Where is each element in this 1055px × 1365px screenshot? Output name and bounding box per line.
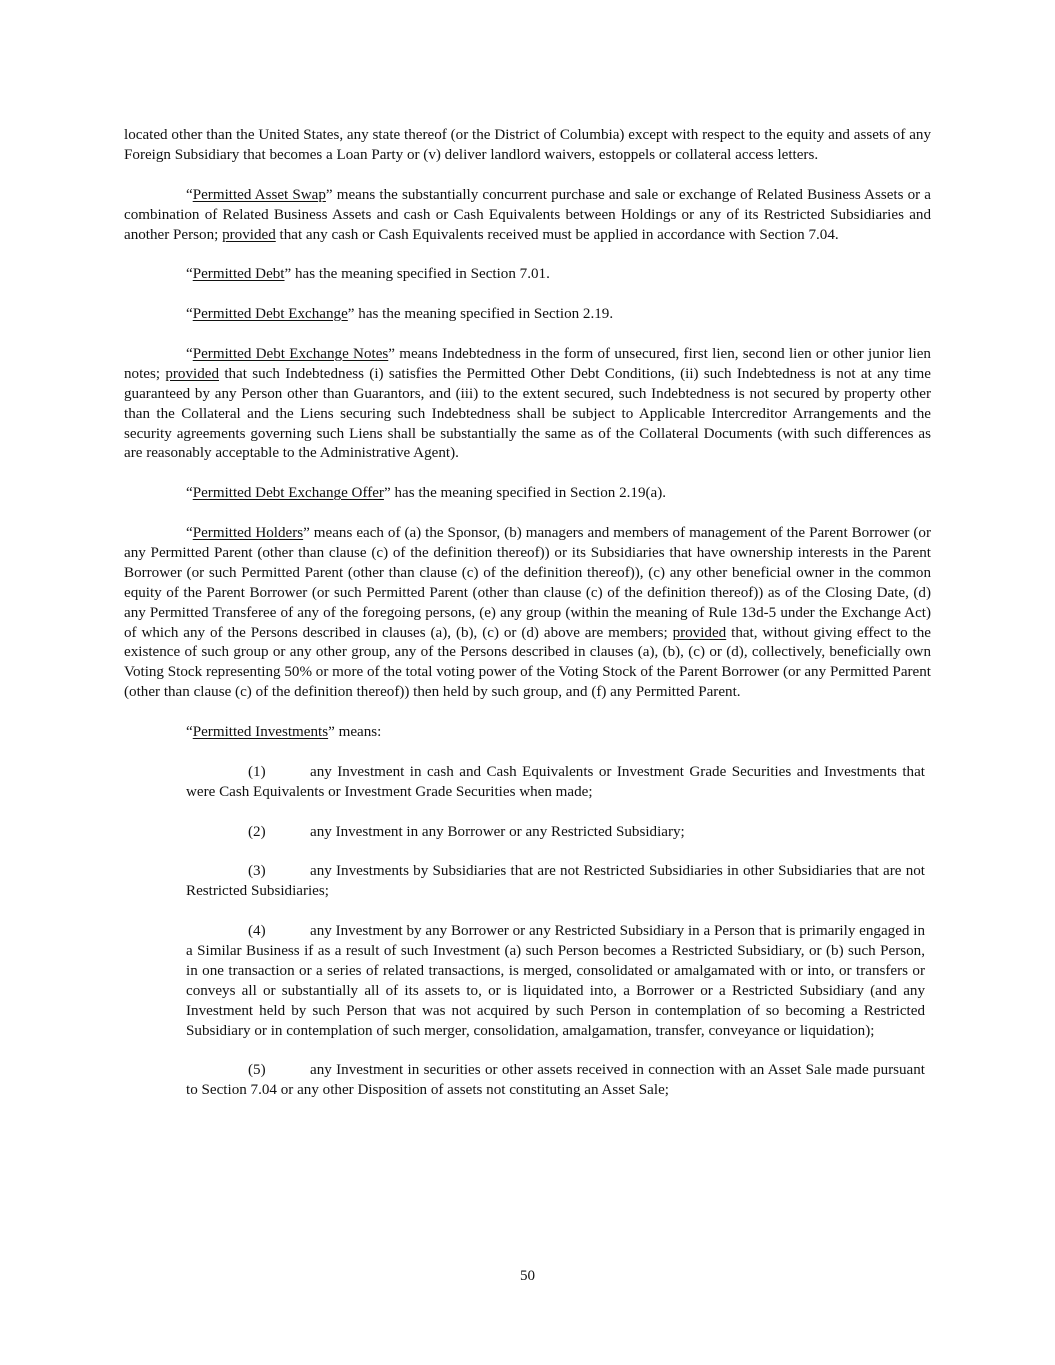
defined-term: Permitted Debt Exchange Notes — [192, 345, 389, 362]
open-quote: “ — [186, 485, 193, 502]
defined-term: Permitted Investments — [192, 724, 329, 741]
continuation-paragraph: located other than the United States, any state thereof (or the District of Columbia) except with respect to the equity and assets of any Foreign Subsidiary that becomes a Loan Party or (v) deliver landlord waivers, estoppels or collateral access letters. — [124, 127, 931, 163]
provided-term: provided — [165, 365, 220, 382]
definition-permitted-debt-exchange — [124, 305, 931, 325]
open-quote: “ — [186, 266, 193, 283]
provided-term: provided — [672, 624, 727, 641]
list-item — [186, 823, 925, 843]
list-item — [186, 1061, 925, 1101]
definition-permitted-debt-exchange-notes — [124, 345, 931, 464]
open-quote: “ — [186, 186, 193, 203]
definition-text: that, without giving effect to the existence of such group or any other group, any of the Persons described in clauses (a), (b), (c) or (d), collectively, beneficially own Voting Stock representing 50% or more of the total voting power of the Voting Stock of the Parent Borrower (or any Permitted Parent (other than clause (c) of the definition thereof)) then held by such group, and (f) any Permitted Parent. — [124, 624, 931, 701]
item-text: any Investments by Subsidiaries that are not Restricted Subsidiaries in other Subsidiaries that are not Restricted Subsidiaries; — [186, 863, 925, 900]
document-page — [124, 126, 931, 1121]
definition-text: ” has the meaning specified in Section 2.19(a). — [383, 485, 667, 502]
open-quote: “ — [186, 525, 193, 542]
list-item — [186, 922, 925, 1041]
defined-term: Permitted Holders — [192, 525, 304, 542]
list-item — [186, 862, 925, 902]
item-text: any Investment in securities or other assets received in connection with an Asset Sale made pursuant to Section 7.04 or any other Disposition of assets not constituting an Asset Sale; — [186, 1062, 925, 1099]
definition-text: ” means each of (a) the Sponsor, (b) managers and members of management of the Parent Borrower (or any Permitted Parent (other than clause (c) of the definition thereof)) or its Subsidiaries that have ownership interests in the Parent Borrower (or such Permitted Parent (other than clause (c) of the definition thereof)), (c) any other beneficial owner in the common equity of the Parent Borrower (or such Permitted Parent (other than clause (c) of the definition thereof)) as of the Closing Date, (d) any Permitted Transferee of any of the foregoing persons, (e) any group (within the meaning of Rule 13d-5 under the Exchange Act) of which any of the Persons described in clauses (a), (b), (c) or (d) above are members; — [124, 525, 932, 641]
definition-text: ” means the substantially concurrent purchase and sale or exchange of Related Business Assets or a combination of Related Business Assets and cash or Cash Equivalents between Holdings or any of its Restricted Subsidiaries and another Person; — [124, 186, 932, 243]
definition-text: ” means: — [328, 724, 382, 741]
item-number: (5) — [248, 1062, 266, 1079]
definition-permitted-debt-exchange-offer — [124, 484, 931, 504]
definition-permitted-debt — [124, 265, 931, 285]
defined-term: Permitted Debt Exchange Offer — [192, 485, 384, 502]
item-number: (1) — [248, 763, 266, 780]
item-number: (4) — [248, 923, 266, 940]
definition-permitted-holders — [124, 524, 931, 703]
definition-text: that any cash or Cash Equivalents received must be applied in accordance with Section 7.04. — [275, 226, 839, 243]
defined-term: Permitted Asset Swap — [192, 186, 326, 203]
open-quote: “ — [186, 345, 193, 362]
definition-text: ” has the meaning specified in Section 2.19. — [347, 306, 614, 323]
item-text: any Investment in any Borrower or any Restricted Subsidiary; — [310, 823, 685, 840]
definition-permitted-investments — [124, 723, 931, 743]
item-number: (2) — [248, 823, 266, 840]
definition-text: that such Indebtedness (i) satisfies the Permitted Other Debt Conditions, (ii) such Indebtedness is not at any time guaranteed by any Person other than Guarantors, and (iii) to the extent secured, such Indebtedness is not secured by property other than the Collateral and the Liens securing such Indebtedness shall be subject to Applicable Intercreditor Arrangements and the security agreements governing such Liens shall be substantially the same as of the Collateral Documents (with such differences as are reasonably acceptable to the Administrative Agent). — [124, 365, 931, 462]
open-quote: “ — [186, 306, 193, 323]
open-quote: “ — [186, 724, 193, 741]
list-item — [186, 763, 925, 803]
provided-term: provided — [222, 226, 276, 243]
definition-text: ” means Indebtedness in the form of unsecured, first lien, second lien or other junior lien notes; — [124, 345, 931, 382]
item-text: any Investment in cash and Cash Equivalents or Investment Grade Securities and Investments that were Cash Equivalents or Investment Grade Securities when made; — [186, 763, 925, 800]
definition-text: ” has the meaning specified in Section 7.01. — [284, 266, 550, 283]
page-number: 50 — [519, 1268, 536, 1284]
item-text: any Investment by any Borrower or any Restricted Subsidiary in a Person that is primarily engaged in a Similar Business if as a result of such Investment (a) such Person becomes a Restricted Subsidiary, or (b) such Person, in one transaction or a series of related transactions, is merged, consolidated or amalgamated with or into, or transfers or conveys all or substantially all of its assets to, or is liquidated into, a Borrower or a Restricted Subsidiary (and any Investment held by such Person that was not acquired by such Person in contemplation of so becoming a Restricted Subsidiary or in contemplation of such merger, consolidation, amalgamation, transfer, conveyance or liquidation); — [186, 923, 925, 1039]
item-number: (3) — [248, 863, 266, 880]
defined-term: Permitted Debt Exchange — [192, 306, 348, 323]
definition-permitted-asset-swap — [124, 186, 931, 246]
defined-term: Permitted Debt — [192, 266, 285, 283]
